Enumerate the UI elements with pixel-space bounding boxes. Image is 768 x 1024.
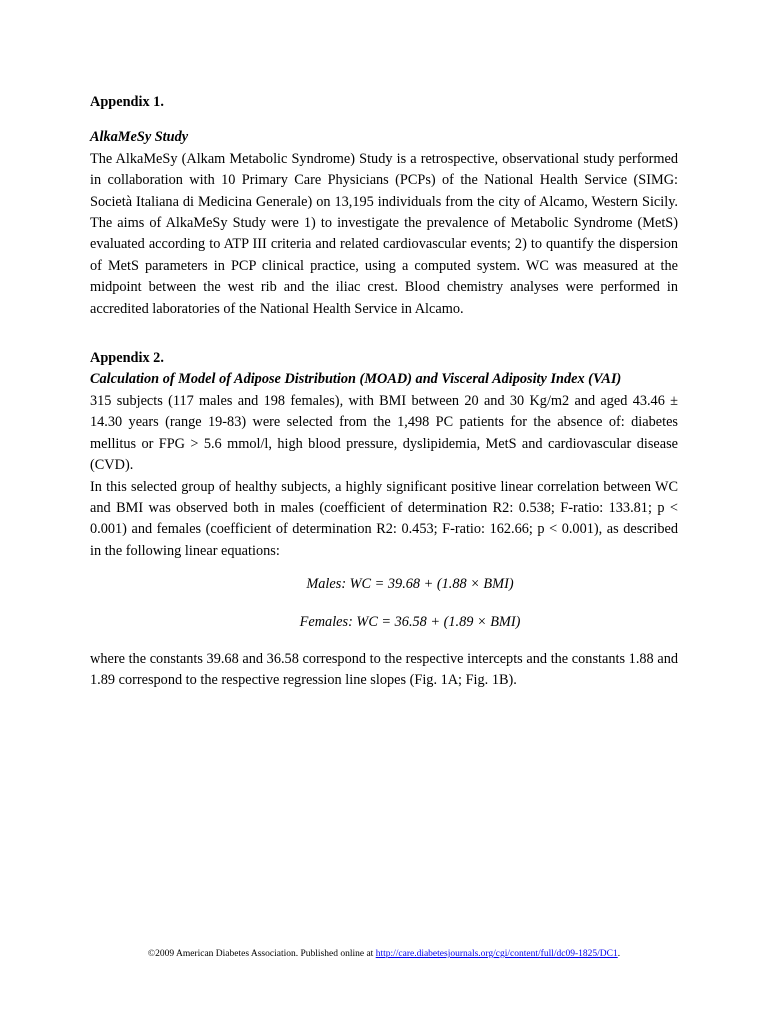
appendix-2-heading: Appendix 2.: [90, 350, 164, 367]
equation-females: Females: WC = 36.58 + (1.89 × BMI): [299, 613, 521, 630]
appendix-2-subheading: Calculation of Model of Adipose Distribution (MOAD) and Visceral Adiposity Index (VAI): [90, 371, 622, 388]
footer: [0, 948, 768, 960]
spacer: [90, 633, 678, 649]
spacer: [90, 320, 678, 348]
appendix-2-paragraph-3: where the constants 39.68 and 36.58 correspond to the respective intercepts and the constants 1.88 and 1.89 correspond to the respective regression line slopes (Fig. 1A; Fig. 1B).: [90, 650, 678, 689]
document-page: [90, 92, 678, 692]
footer-text: ©2009 American Diabetes Association. Published online at: [147, 949, 376, 959]
appendix-1-subheading: AlkaMeSy Study: [90, 129, 189, 146]
equation-males: Males: WC = 39.68 + (1.88 × BMI): [306, 576, 514, 593]
appendix-2-paragraph-1: 315 subjects (117 males and 198 females), with BMI between 20 and 30 Kg/m2 and aged 43.46 ± 14.30 years (range 19-83) were selected from the 1,498 PC patients for the absence of: diabetes mellitus or FPG > 5.6 mmol/l, high blood pressure, dyslipidemia, MetS and cardiovascular disease (CVD).: [90, 392, 678, 474]
spacer: [90, 113, 678, 127]
appendix-2-paragraph-2: In this selected group of healthy subjects, a highly significant positive linear correlation between WC and BMI was observed both in males (coefficient of determination R2: 0.538; F-ratio: 133.81; p < 0.001) and females (coefficient of determination R2: 0.453; F-ratio: 162.66; p < 0.001), as described in the following linear equations:: [90, 478, 678, 559]
footer-link[interactable]: http://care.diabetesjournals.org/cgi/content/full/dc09-1825/DC1: [375, 949, 618, 959]
appendix-1-heading: Appendix 1.: [90, 94, 164, 110]
spacer: [90, 562, 678, 574]
spacer: [90, 596, 678, 612]
footer-end: .: [617, 949, 621, 959]
appendix-1-body: The AlkaMeSy (Alkam Metabolic Syndrome) Study is a retrospective, observational study performed in collaboration with 10 Primary Care Physicians (PCPs) of the National Health Service (SIMG: Società Italiana di Medicina Generale) on 13,195 individuals from the city of Alcamo, Western Sicily. The aims of AlkaMeSy Study were 1) to investigate the prevalence of Metabolic Syndrome (MetS) evaluated according to ATP III criteria and related cardiovascular events; 2) to quantify the dispersion of MetS parameters in PCP clinical practice, using a computed system. WC was measured at the midpoint between the west rib and the iliac crest. Blood chemistry analyses were performed in accredited laboratories of the National Health Service in Alcamo.: [90, 150, 678, 317]
